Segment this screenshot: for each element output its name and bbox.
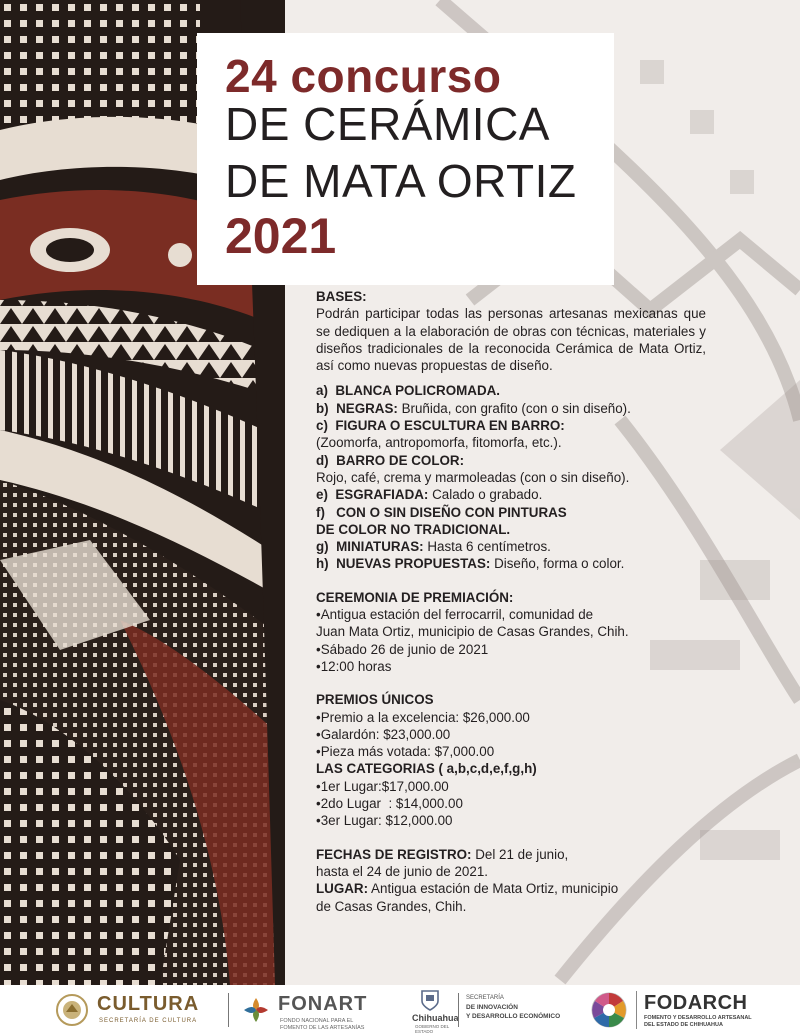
bases-text: Podrán participar todas las personas artesanas mexicanas que se dediquen a la elaboración de obras con técnicas, materiales y diseños tradicionales de la reconocida Cerámica de Mata Ortiz, así como nuevas propuestas de diseño. [316, 306, 706, 374]
chihuahua-shield-icon [420, 989, 440, 1011]
registration-dates-2: hasta el 24 de junio de 2021. [316, 863, 488, 879]
secretaria-innovacion-logo: SECRETARÍA DE INNOVACIÓN Y DESARROLLO ECONÓMICO [466, 995, 561, 1020]
category-prize: •1er Lugar:$17,000.00 [316, 778, 449, 794]
prize-item: •Pieza más votada: $7,000.00 [316, 744, 495, 760]
fodarch-emblem-icon [590, 991, 628, 1029]
prize-item: •Galardón: $23,000.00 [316, 726, 451, 742]
category-g: g) MINIATURAS: Hasta 6 centímetros. [316, 539, 551, 555]
sponsor-footer [0, 985, 800, 1036]
footer-separator [458, 993, 459, 1027]
ceremony-location-2: Juan Mata Ortiz, municipio de Casas Grandes, Chih. [316, 624, 629, 640]
chihuahua-logo: Chihuahua GOBIERNO DEL ESTADO [408, 985, 468, 1036]
category-c: c) FIGURA O ESCULTURA EN BARRO: [316, 418, 565, 434]
title-year: 2021 [225, 208, 337, 264]
title-line-1: 24 concurso [225, 50, 502, 102]
contest-info [316, 288, 706, 915]
category-d: d) BARRO DE COLOR: [316, 452, 465, 468]
category-f-line2: DE COLOR NO TRADICIONAL. [316, 521, 511, 537]
registration-place: LUGAR: Antigua estación de Mata Ortiz, municipio [316, 881, 619, 897]
category-a: a) BLANCA POLICROMADA. [316, 383, 501, 399]
ceremony-heading: CEREMONIA DE PREMIACIÓN: [316, 589, 514, 605]
ceremony-location-1: •Antigua estación del ferrocarril, comunidad de [316, 607, 594, 623]
ceremony-time: •12:00 horas [316, 658, 392, 674]
registration-place-2: de Casas Grandes, Chih. [316, 898, 467, 914]
fodarch-logo: FODARCH FOMENTO Y DESARROLLO ARTESANAL DEL ESTADO DE CHIHUAHUA [590, 985, 775, 1036]
category-f: f) CON O SIN DISEÑO CON PINTURAS [316, 504, 567, 520]
title-line-2: DE CERÁMICA [225, 98, 550, 150]
fonart-flower-icon [240, 994, 272, 1026]
footer-separator [228, 993, 229, 1027]
registration-dates: FECHAS DE REGISTRO: Del 21 de junio, [316, 846, 569, 862]
mexico-seal-icon [55, 993, 89, 1027]
categories-prize-heading: LAS CATEGORIAS ( a,b,c,d,e,f,g,h) [316, 761, 537, 777]
ceremony-date: •Sábado 26 de junio de 2021 [316, 641, 489, 657]
prize-item: •Premio a la excelencia: $26,000.00 [316, 709, 530, 725]
bases-heading: BASES: [316, 289, 367, 304]
category-c-desc: (Zoomorfa, antropomorfa, fitomorfa, etc.). [316, 435, 562, 451]
category-prize: •2do Lugar : $14,000.00 [316, 796, 463, 812]
cultura-logo: CULTURA SECRETARÍA DE CULTURA [55, 985, 220, 1036]
category-d-desc: Rojo, café, crema y marmoleadas (con o sin diseño). [316, 469, 630, 485]
category-e: e) ESGRAFIADA: Calado o grabado. [316, 487, 543, 503]
title-box [197, 33, 614, 285]
footer-separator [636, 991, 637, 1029]
title-line-3: DE MATA ORTIZ [225, 155, 577, 207]
category-h: h) NUEVAS PROPUESTAS: Diseño, forma o color. [316, 556, 625, 572]
category-prize: •3er Lugar: $12,000.00 [316, 813, 453, 829]
category-b: b) NEGRAS: Bruñida, con grafito (con o sin diseño). [316, 400, 631, 416]
fonart-logo: FONART FONDO NACIONAL PARA EL FOMENTO DE LAS ARTESANÍAS [240, 985, 380, 1036]
prizes-heading: PREMIOS ÚNICOS [316, 692, 434, 708]
